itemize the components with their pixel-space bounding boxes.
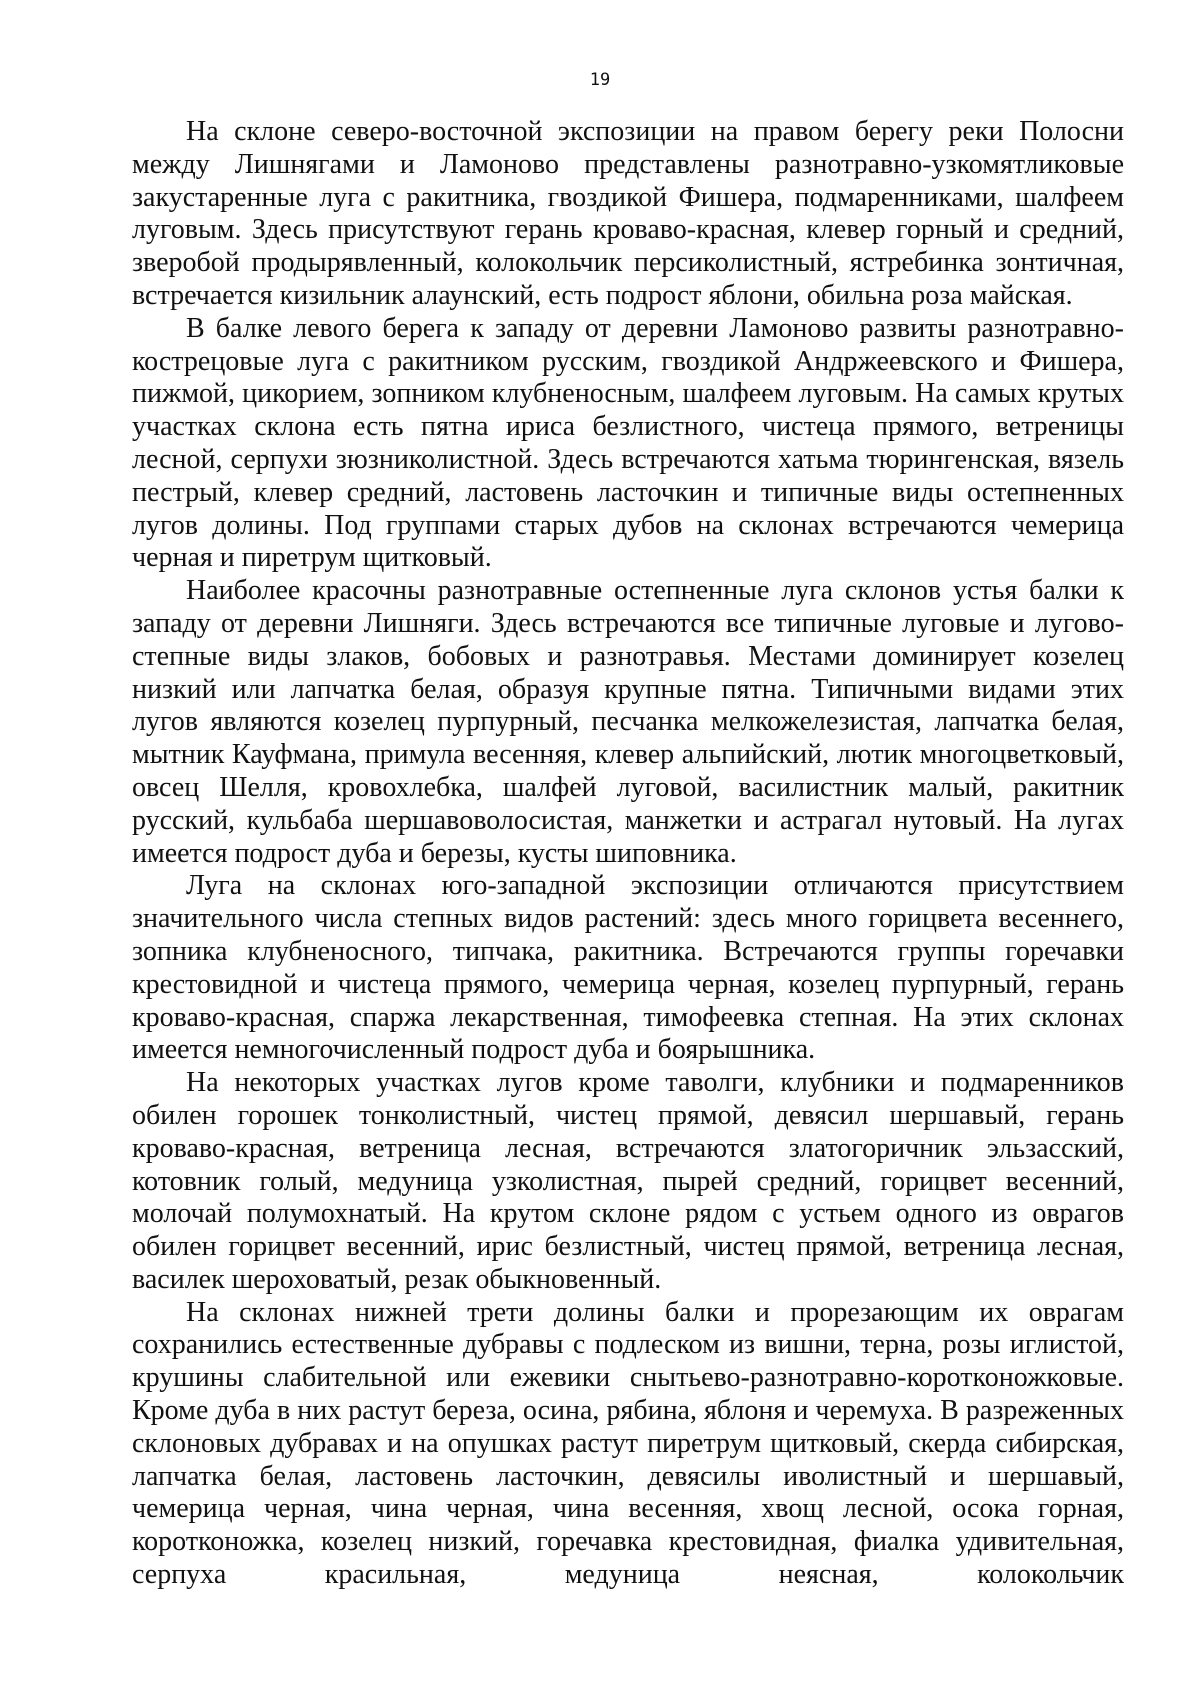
paragraph-1: На склоне северо-восточной экспозиции на правом берегу реки Полосни между Лишнягами и Ламоново представлены разнотравно-узкомятликовые закустаренные луга с ракитника, гвоздикой Фишера, подмаренниками, шалфеем луговым. Здесь присутствуют герань кроваво-красная, клевер горный и средний, зверобой продырявленный, колокольчик персиколистный, ястребинка зонтичная, встречается кизильник алаунский, есть подрост яблони, обильна роза майская. (132, 116, 1124, 311)
paragraph-3: Наиболее красочны разнотравные остепненные луга склонов устья балки к западу от деревни Лишняги. Здесь встречаются все типичные луговые и лугово-степные виды злаков, бобовых и разнотравья. Местами доминирует козелец низкий или лапчатка белая, образуя крупные пятна. Типичными видами этих лугов являются козелец пурпурный, песчанка мелкожелезистая, лапчатка белая, мытник Кауфмана, примула весенняя, клевер альпийский, лютик многоцветковый, овсец Шелля, кровохлебка, шалфей луговой, василистник малый, ракитник русский, кульбаба шершавоволосистая, манжетки и астрагал нутовый. На лугах имеется подрост дуба и березы, кусты шиповника. (132, 575, 1124, 869)
paragraph-4: Луга на склонах юго-западной экспозиции отличаются присутствием значительного числа степных видов растений: здесь много горицвета весеннего, зопника клубненосного, типчака, ракитника. Встречаются группы горечавки крестовидной и чистеца прямого, чемерица черная, козелец пурпурный, герань кроваво-красная, спаржа лекарственная, тимофеевка степная. На этих склонах имеется немногочисленный подрост дуба и боярышника. (132, 870, 1124, 1066)
paragraph-5: На некоторых участках лугов кроме таволги, клубники и подмаренников обилен горошек тонколистный, чистец прямой, девясил шершавый, герань кроваво-красная, ветреница лесная, встречаются златогоричник эльзасский, котовник голый, медуница узколистная, пырей средний, горицвет весенний, молочай полумохнатый. На крутом склоне рядом с устьем одного из оврагов обилен горицвет весенний, ирис безлистный, чистец прямой, ветреница лесная, василек шероховатый, резак обыкновенный. (132, 1067, 1124, 1295)
paragraph-6: На склонах нижней трети долины балки и прорезающим их оврагам сохранились естественные дубравы с подлеском из вишни, терна, розы иглистой, крушины слабительной или ежевики снытьево-разнотравно-коротконожковые. Кроме дуба в них растут береза, осина, рябина, яблоня и черемуха. В разреженных склоновых дубравах и на опушках растут пиретрум щитковый, скерда сибирская, лапчатка белая, ластовень ласточкин, девясилы иволистный и шершавый, чемерица черная, чина черная, чина весенняя, хвощ лесной, осока горная, коротконожка, козелец низкий, горечавка крестовидная, фиалка удивительная, серпуха красильная, медуница неясная, колокольчик (132, 1296, 1124, 1591)
paragraph-2: В балке левого берега к западу от деревни Ламоново развиты разнотравно-кострецовые луга с ракитником русским, гвоздикой Андржеевского и Фишера, пижмой, цикорием, зопником клубненосным, шалфеем луговым. На самых крутых участках склона есть пятна ириса безлистного, чистеца прямого, ветреницы лесной, серпухи зюзниколистной. Здесь встречаются хатьма тюрингенская, вязель пестрый, клевер средний, ластовень ласточкин и типичные виды остепненных лугов долины. Под группами старых дубов на склонах встречаются чемерица черная и пиретрум щитковый. (132, 312, 1124, 574)
document-body (132, 116, 1124, 1592)
page-number: 19 (589, 70, 611, 90)
